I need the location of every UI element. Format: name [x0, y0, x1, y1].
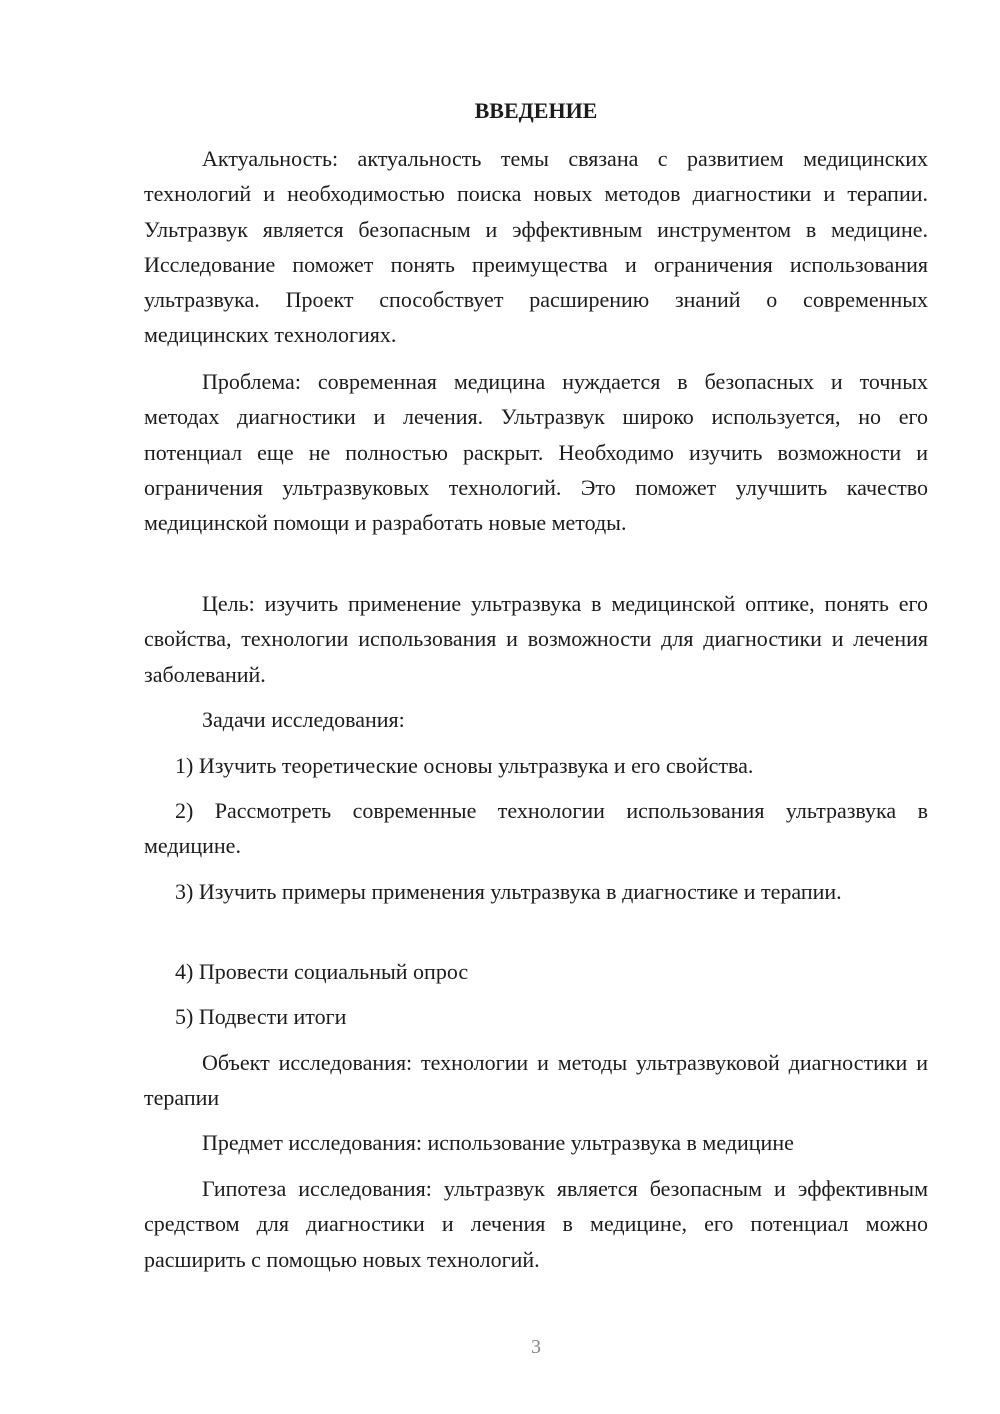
object-paragraph: Объект исследования: технологии и методы ультразвуковой диагностики и терапии	[144, 1050, 928, 1111]
tasks-heading: Задачи исследования:	[202, 707, 405, 732]
task-item-4: 4) Провести социальный опрос	[175, 959, 469, 984]
task-item-1: 1) Изучить теоретические основы ультразвука и его свойства.	[175, 753, 754, 778]
subject-paragraph: Предмет исследования: использование ультразвука в медицине	[202, 1130, 794, 1155]
task-item-5: 5) Подвести итоги	[175, 1004, 347, 1029]
hypothesis-paragraph: Гипотеза исследования: ультразвук является безопасным и эффективным средством для диагностики и лечения в медицине, его потенциал можно расширить с помощью новых технологий.	[144, 1176, 928, 1272]
task-item-3: 3) Изучить примеры применения ультразвука в диагностике и терапии.	[175, 879, 842, 904]
problem-paragraph: Проблема: современная медицина нуждается в безопасных и точных методах диагностики и лечения. Ультразвук широко используется, но его потенциал еще не полностью раскрыт. Необходимо изучить возможности и ограничения ультразвуковых технологий. Это поможет улучшить качество медицинской помощи и разработать новые методы.	[144, 369, 928, 536]
relevance-paragraph: Актуальность: актуальность темы связана с развитием медицинских технологий и необходимостью поиска новых методов диагностики и терапии. Ультразвук является безопасным и эффективным инструментом в медицине. Исследование поможет понять преимущества и ограничения использования ультразвука. Проект способствует расширению знаний о современных медицинских технологиях.	[144, 146, 928, 348]
task-item-2: 2) Рассмотреть современные технологии использования ультразвука в медицине.	[144, 798, 928, 859]
page-title: ВВЕДЕНИЕ	[474, 98, 598, 123]
page-number: 3	[531, 1336, 541, 1358]
goal-paragraph: Цель: изучить применение ультразвука в медицинской оптике, понять его свойства, технологии использования и возможности для диагностики и лечения заболеваний.	[144, 591, 928, 687]
